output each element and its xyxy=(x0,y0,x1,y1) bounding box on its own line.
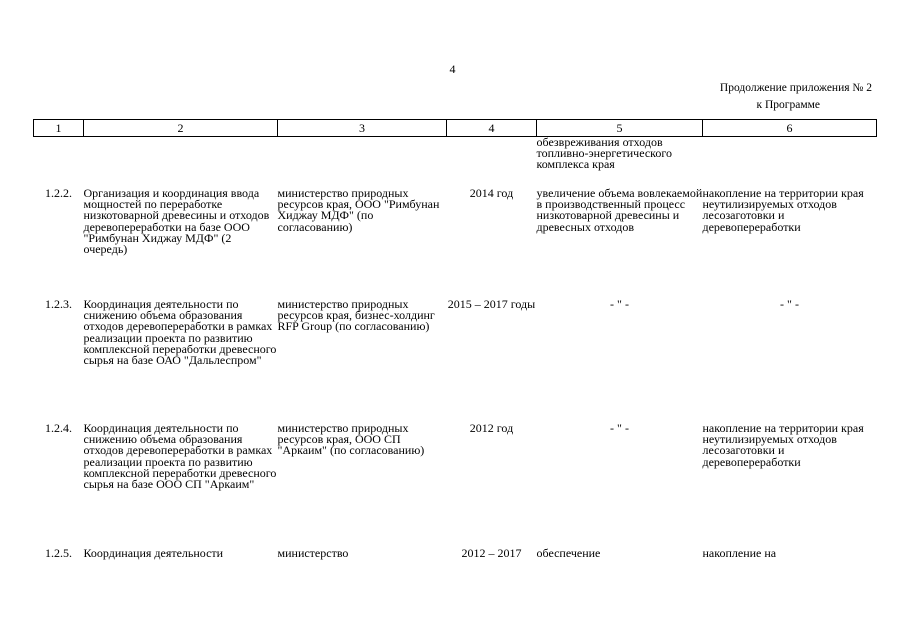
cell-effect: накопление на xyxy=(702,546,777,560)
header-row xyxy=(34,120,877,137)
cell-term xyxy=(447,137,537,186)
cell-num xyxy=(34,137,84,186)
cell-term: 2012 год xyxy=(469,421,514,435)
header-col-6: 6 xyxy=(703,120,877,137)
cell-activity: Координация деятельности по снижению объема образования отходов деревопереработки в рамках реализации проекта по развитию комплексной переработки древесного сырья на базе ОАО "Дальлеспром" xyxy=(83,297,277,368)
cell-effect: - " - xyxy=(780,297,799,311)
cell-result: - " - xyxy=(610,421,629,435)
header-col-4: 4 xyxy=(447,120,537,137)
cell-term: 2015 – 2017 годы xyxy=(447,297,536,311)
cell-result: увеличение объема вовлекаемой в производственный процесс низкотоварной древесины и древесных отходов xyxy=(536,186,703,234)
continuation-line-2: к Программе xyxy=(756,99,820,111)
appendix-continuation-note xyxy=(720,80,872,114)
cell-term: 2012 – 2017 xyxy=(461,546,522,560)
cell-result: - " - xyxy=(610,297,629,311)
cell-executor: министерство природных ресурсов края, бизнес-холдинг RFP Group (по согласованию) xyxy=(277,297,435,334)
cell-activity: Координация деятельности по снижению объема образования отходов деревопереработки в рамках реализации проекта по развитию комплексной переработки древесного сырья на базе ООО СП "Аркаим" xyxy=(83,421,277,492)
cell-result: обезвреживания отходов топливно-энергетического комплекса края xyxy=(536,135,672,172)
cell-result: обеспечение xyxy=(536,546,601,560)
cell-executor: министерство природных ресурсов края, ООО СП "Аркаим" (по согласованию) xyxy=(277,421,425,458)
cell-activity: Организация и координация ввода мощностей по переработке низкотоварной древесины и отходов деревопереработки на базе ООО "Римбунан Хиджау МДФ" (2 очередь) xyxy=(83,186,270,257)
cell-effect xyxy=(703,137,877,186)
cell-num: 1.2.4. xyxy=(45,421,72,435)
table-row xyxy=(34,296,877,419)
cell-num: 1.2.2. xyxy=(45,186,72,200)
cell-activity: Координация деятельности xyxy=(83,546,224,560)
table-row xyxy=(34,544,877,568)
cell-num: 1.2.3. xyxy=(45,297,72,311)
table-row-carryover xyxy=(34,137,877,186)
table-row xyxy=(34,185,877,296)
header-col-1: 1 xyxy=(34,120,84,137)
page-number: 4 xyxy=(449,62,456,76)
continuation-line-1: Продолжение приложения № 2 xyxy=(719,82,872,94)
cell-executor: министерство природных ресурсов края, ООО "Римбунан Хиджау МДФ" (по согласованию) xyxy=(277,186,440,234)
header-col-2: 2 xyxy=(84,120,278,137)
cell-term: 2014 год xyxy=(469,186,514,200)
table-row xyxy=(34,419,877,544)
cell-num: 1.2.5. xyxy=(45,546,72,560)
cell-activity xyxy=(84,137,278,186)
cell-effect: накопление на территории края неутилизируемых отходов лесозаготовки и деревопереработки xyxy=(702,186,864,234)
measures-table xyxy=(33,119,877,568)
cell-executor: министерство xyxy=(277,546,349,560)
header-col-5: 5 xyxy=(537,120,703,137)
cell-executor xyxy=(278,137,447,186)
header-col-3: 3 xyxy=(278,120,447,137)
cell-effect: накопление на территории края неутилизируемых отходов лесозаготовки и деревопереработки xyxy=(702,421,864,469)
